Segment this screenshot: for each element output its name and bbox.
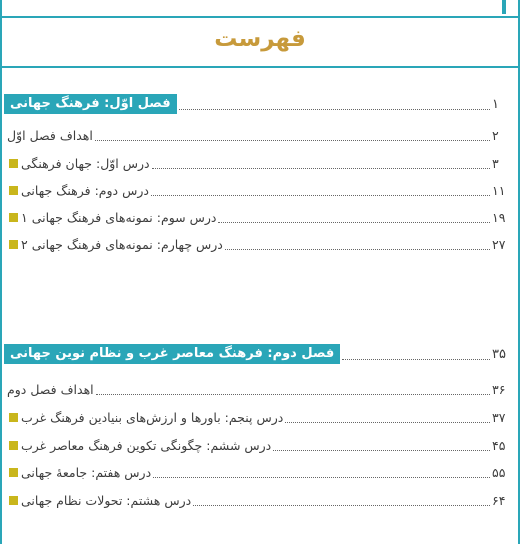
- page-number: ۶۴: [492, 492, 506, 508]
- page-title: فهرست: [214, 26, 306, 52]
- toc-entry[interactable]: [4, 123, 512, 147]
- toc-entry[interactable]: [4, 178, 512, 202]
- page-number: ۱۱: [492, 182, 506, 198]
- toc-entry[interactable]: [4, 488, 512, 512]
- page-number: ۲۷: [492, 236, 506, 252]
- toc-entry[interactable]: [4, 205, 512, 229]
- page-number: ۳۶: [492, 381, 506, 397]
- dot-leader: [95, 140, 490, 141]
- bullet-square-icon: [9, 159, 18, 168]
- bullet-square-icon: [9, 468, 18, 477]
- entry-title: درس ششم: چگونگی تکوین فرهنگ معاصر غرب: [21, 437, 272, 453]
- dot-leader: [151, 195, 490, 196]
- corner-tab: [502, 0, 506, 14]
- page-number: ۵۵: [492, 464, 506, 480]
- entry-title: درس چهارم: نمونه‌های فرهنگ جهانی ۲: [21, 236, 223, 252]
- page-number: ۳۷: [492, 409, 506, 425]
- dot-leader: [342, 359, 490, 360]
- bullet-square-icon: [9, 413, 18, 422]
- dot-leader: [225, 249, 490, 250]
- dot-leader: [153, 477, 490, 478]
- page-number: ۳۵: [492, 346, 506, 362]
- dot-leader: [96, 394, 490, 395]
- toc-entry[interactable]: [4, 151, 512, 175]
- toc-entry[interactable]: [4, 232, 512, 256]
- page-number: ۳: [492, 155, 499, 171]
- dot-leader: [179, 109, 490, 110]
- entry-title: اهداف فصل دوم: [7, 381, 94, 397]
- toc-entry[interactable]: [4, 433, 512, 457]
- entry-title: درس دوم: فرهنگ جهانی: [21, 182, 149, 198]
- bullet-square-icon: [9, 213, 18, 222]
- page-number: ۱۹: [492, 209, 506, 225]
- chapter-title: فصل اوّل: فرهنگ جهانی: [4, 94, 177, 114]
- entry-title: درس سوم: نمونه‌های فرهنگ جهانی ۱: [21, 209, 217, 225]
- dot-leader: [193, 505, 490, 506]
- dot-leader: [218, 222, 490, 223]
- entry-title: درس هفتم: جامعهٔ جهانی: [21, 464, 152, 480]
- bullet-square-icon: [9, 496, 18, 505]
- bullet-square-icon: [9, 441, 18, 450]
- bullet-square-icon: [9, 240, 18, 249]
- page-number: ۱: [492, 96, 499, 112]
- page-number: ۲: [492, 127, 499, 143]
- entry-title: اهداف فصل اوّل: [7, 127, 93, 143]
- title-rule: [2, 66, 518, 68]
- bullet-square-icon: [9, 186, 18, 195]
- toc-chapter-1[interactable]: [4, 92, 512, 116]
- page-number: ۴۵: [492, 437, 506, 453]
- toc-entry[interactable]: [4, 377, 512, 401]
- toc-entry[interactable]: [4, 405, 512, 429]
- dot-leader: [152, 168, 490, 169]
- entry-title: درس اوّل: جهان فرهنگی: [21, 155, 150, 171]
- toc-entry[interactable]: [4, 460, 512, 484]
- toc-chapter-2[interactable]: [4, 342, 512, 366]
- entry-title: درس هشتم: تحولات نظام جهانی: [21, 492, 192, 508]
- dot-leader: [285, 422, 490, 423]
- entry-title: درس پنجم: باورها و ارزش‌های بنیادین فرهنگ غرب: [21, 409, 284, 425]
- chapter-title: فصل دوم: فرهنگ معاصر غرب و نظام نوین جهانی: [4, 344, 340, 364]
- top-border: [0, 0, 520, 18]
- left-border: [0, 0, 2, 544]
- dot-leader: [273, 450, 490, 451]
